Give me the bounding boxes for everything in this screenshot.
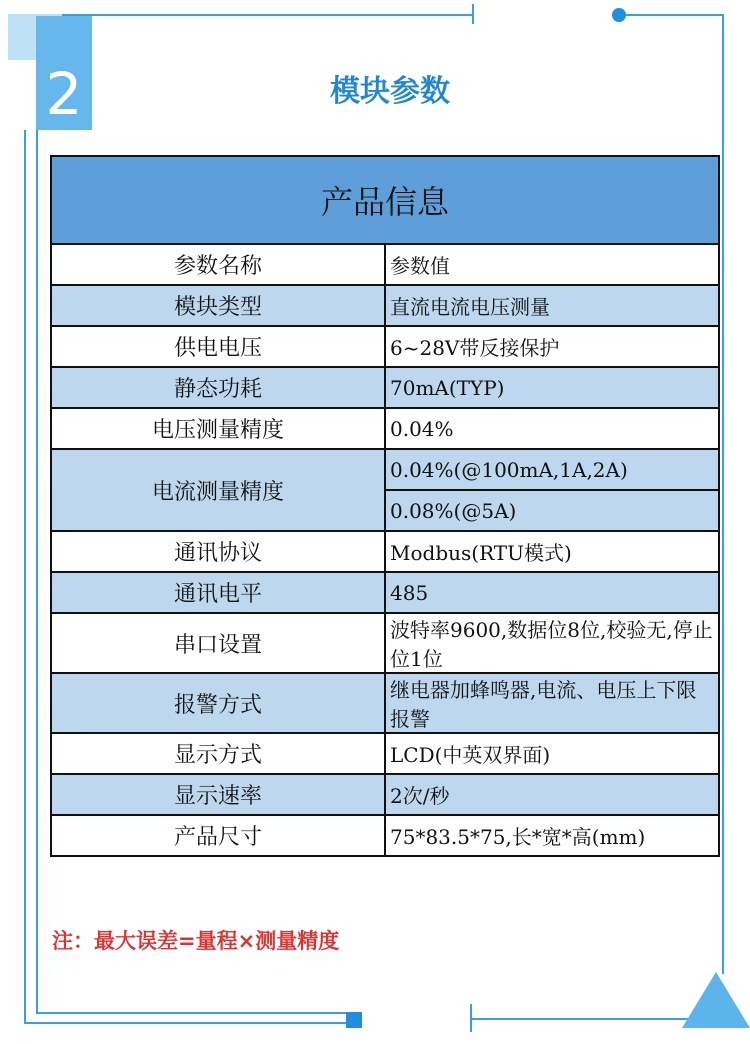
- param-value: 参数值: [385, 244, 719, 285]
- param-name: 通讯电平: [51, 572, 385, 613]
- table-row: [51, 613, 719, 673]
- frame-top-tick: [472, 4, 474, 24]
- footnote: 注：最大误差=量程×测量精度: [52, 929, 340, 953]
- table-row: [51, 285, 719, 326]
- param-name: 参数名称: [51, 244, 385, 285]
- param-name: 模块类型: [51, 285, 385, 326]
- frame-left-inner-line: [36, 130, 38, 1014]
- param-value: 波特率9600,数据位8位,校验无,停止位1位: [385, 613, 719, 673]
- param-value: 0.04%(@100mA,1A,2A): [385, 449, 719, 490]
- param-value: 直流电流电压测量: [385, 285, 719, 326]
- param-value: LCD(中英双界面): [385, 733, 719, 774]
- param-name: 显示方式: [51, 733, 385, 774]
- param-value: 0.04%: [385, 408, 719, 449]
- frame-top-line: [36, 14, 472, 16]
- frame-bottom-inner-line: [36, 1012, 354, 1014]
- table-row: [51, 774, 719, 815]
- param-name: 电压测量精度: [51, 408, 385, 449]
- frame-left-line: [24, 130, 26, 1024]
- table-row: [51, 326, 719, 367]
- param-value: 485: [385, 572, 719, 613]
- param-name: 报警方式: [51, 673, 385, 733]
- frame-bottom-line: [24, 1022, 354, 1024]
- table-row: [51, 449, 719, 490]
- param-value: 6~28V带反接保护: [385, 326, 719, 367]
- table-row: [51, 815, 719, 856]
- param-name: 电流测量精度: [51, 449, 385, 531]
- frame-square-bottom: [346, 1012, 362, 1028]
- param-name: 产品尺寸: [51, 815, 385, 856]
- section-number-badge: 2: [36, 16, 92, 130]
- param-value: Modbus(RTU模式): [385, 531, 719, 572]
- table-row: [51, 367, 719, 408]
- frame-top-right-line: [620, 14, 724, 16]
- table-row: [51, 572, 719, 613]
- table-header: 产品信息: [51, 156, 719, 244]
- product-info-table: [50, 155, 720, 857]
- frame-right-line: [722, 14, 724, 974]
- triangle-decoration: [682, 972, 750, 1028]
- param-name: 显示速率: [51, 774, 385, 815]
- table-row: [51, 673, 719, 733]
- param-name: 静态功耗: [51, 367, 385, 408]
- param-name: 供电电压: [51, 326, 385, 367]
- param-value: 75*83.5*75,长*宽*高(mm): [385, 815, 719, 856]
- param-value: 70mA(TYP): [385, 367, 719, 408]
- param-name: 通讯协议: [51, 531, 385, 572]
- section-title: 模块参数: [330, 74, 450, 109]
- param-value: 继电器加蜂鸣器,电流、电压上下限报警: [385, 673, 719, 733]
- table-row: [51, 408, 719, 449]
- param-value: 2次/秒: [385, 774, 719, 815]
- param-value: 0.08%(@5A): [385, 490, 719, 531]
- table-row: [51, 531, 719, 572]
- frame-dot-top: [612, 8, 626, 22]
- table-row: [51, 733, 719, 774]
- param-name: 串口设置: [51, 613, 385, 673]
- table-row: [51, 244, 719, 285]
